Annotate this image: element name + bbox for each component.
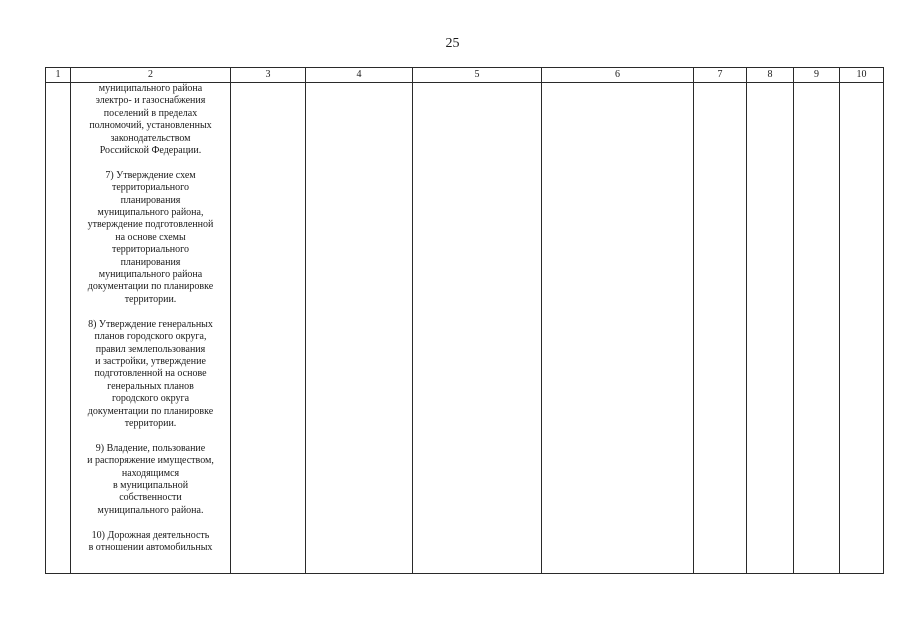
cell-col-8: [747, 83, 794, 574]
document-table: [45, 67, 884, 574]
cell-col-4: [306, 83, 413, 574]
column-header-7: 7: [694, 68, 747, 83]
paragraph-item-8: 8) Утверждение генеральных планов городского округа, правил землепользования и застройки, утверждение подготовленной на основе генеральных планов городского округа документации по планировке территории.: [87, 318, 214, 429]
column-header-8: 8: [747, 68, 794, 83]
cell-col-3: [231, 83, 306, 574]
column-header-9: 9: [794, 68, 840, 83]
cell-col-2: [71, 83, 231, 574]
paragraph-item-7: 7) Утверждение схем территориального планирования муниципального района, утверждение подготовленной на основе схемы территориального планирования муниципального района документации по планировке территории.: [87, 169, 214, 305]
cell-col-5: [413, 83, 542, 574]
column-header-6: 6: [542, 68, 694, 83]
column-number-row: [46, 68, 884, 83]
paragraph-item-10: 10) Дорожная деятельность в отношении автомобильных: [88, 529, 213, 553]
powers-list: [71, 83, 230, 554]
paragraph-gas-electric-supply: муниципального района электро- и газоснабжения поселений в пределах полномочий, установленных законодательством Российской Федерации.: [89, 83, 212, 157]
cell-col-1: [46, 83, 71, 574]
paragraph-item-9: 9) Владение, пользование и распоряжение имуществом, находящимся в муниципальной собственности муниципального района.: [87, 442, 214, 516]
cell-col-6: [542, 83, 694, 574]
column-header-10: 10: [840, 68, 884, 83]
column-header-1: 1: [46, 68, 71, 83]
cell-col-9: [794, 83, 840, 574]
column-header-3: 3: [231, 68, 306, 83]
table-row: [46, 83, 884, 574]
column-header-2: 2: [71, 68, 231, 83]
column-header-5: 5: [413, 68, 542, 83]
column-header-4: 4: [306, 68, 413, 83]
cell-col-10: [840, 83, 884, 574]
cell-col-7: [694, 83, 747, 574]
page-number: 25: [445, 36, 460, 51]
